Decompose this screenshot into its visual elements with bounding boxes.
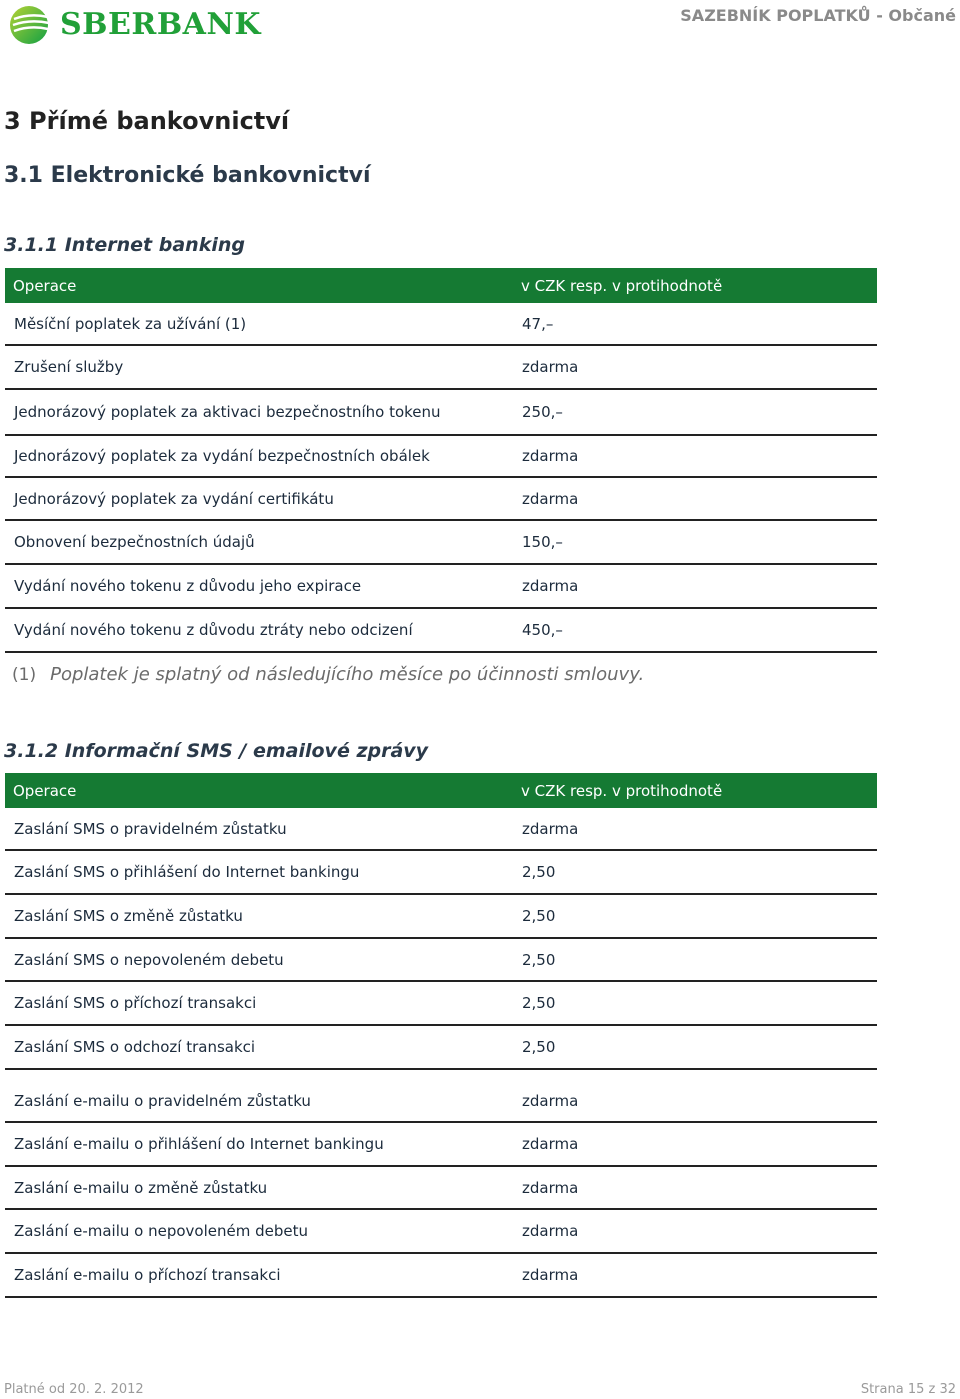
amount-cell: zdarma — [522, 447, 579, 465]
operation-cell: Zrušení služby — [14, 358, 124, 376]
table-row — [5, 851, 877, 895]
amount-cell: 2,50 — [522, 1038, 556, 1056]
table-row — [5, 1070, 877, 1123]
operation-cell: Zaslání e-mailu o pravidelném zůstatku — [14, 1091, 311, 1110]
section-heading: 3 Přímé bankovnictví — [4, 107, 290, 135]
internet-banking-fee-table — [5, 268, 877, 653]
brand-name: SBERBANK — [60, 6, 261, 42]
operation-cell: Jednorázový poplatek za vydání certifikátu — [14, 489, 334, 508]
table-row — [5, 346, 877, 390]
table-row — [5, 1210, 877, 1254]
operation-cell: Měsíční poplatek za užívání (1) — [14, 314, 247, 333]
amount-cell: zdarma — [522, 1178, 579, 1197]
subsection-heading: 3.1 Elektronické bankovnictví — [4, 163, 371, 188]
table-row — [5, 390, 877, 434]
page-number: Strana 15 z 32 — [860, 1382, 956, 1397]
operation-cell: Zaslání SMS o pravidelném zůstatku — [14, 819, 287, 838]
table-row — [5, 1026, 877, 1070]
operation-cell: Zaslání SMS o příchozí transakci — [14, 994, 257, 1012]
internet-banking-heading: 3.1.1 Internet banking — [4, 234, 245, 256]
table-row — [5, 1167, 877, 1210]
table-row — [5, 895, 877, 939]
table-row — [5, 303, 877, 346]
brand-logo — [8, 3, 261, 45]
table-row — [5, 939, 877, 982]
operation-cell: Vydání nového tokenu z důvodu jeho expirace — [14, 577, 362, 595]
footnote — [12, 664, 644, 685]
operation-cell: Zaslání e-mailu o příchozí transakci — [14, 1266, 281, 1284]
footnote-text: Poplatek je splatný od následujícího měsíce po účinnosti smlouvy. — [50, 664, 645, 685]
amount-cell: 47,– — [522, 314, 554, 333]
amount-cell: 250,– — [522, 403, 563, 421]
document-title: SAZEBNÍK POPLATKŮ - Občané — [680, 6, 956, 25]
operation-cell: Zaslání e-mailu o přihlášení do Internet bankingu — [14, 1135, 384, 1153]
operation-cell: Zaslání SMS o změně zůstatku — [14, 907, 243, 925]
validity-date: Platné od 20. 2. 2012 — [4, 1382, 144, 1397]
table-row — [5, 982, 877, 1026]
column-header-amount: v CZK resp. v protihodnotě — [521, 781, 723, 800]
amount-cell: zdarma — [522, 1091, 579, 1110]
operation-cell: Jednorázový poplatek za aktivaci bezpečnostního tokenu — [14, 403, 441, 421]
table-row — [5, 808, 877, 851]
table-row — [5, 1254, 877, 1298]
table-row — [5, 1123, 877, 1167]
column-header-operation: Operace — [13, 781, 77, 800]
operation-cell: Obnovení bezpečnostních údajů — [14, 533, 255, 551]
amount-cell: zdarma — [522, 1266, 579, 1284]
table-header — [5, 773, 877, 808]
table-row — [5, 478, 877, 521]
amount-cell: zdarma — [522, 577, 579, 595]
amount-cell: 2,50 — [522, 907, 556, 925]
amount-cell: zdarma — [522, 819, 579, 838]
amount-cell: zdarma — [522, 1135, 579, 1153]
table-row — [5, 565, 877, 609]
table-row — [5, 434, 877, 478]
sms-email-fee-table — [5, 773, 877, 1298]
table-row — [5, 521, 877, 565]
amount-cell: zdarma — [522, 489, 579, 508]
column-header-operation: Operace — [13, 276, 77, 295]
operation-cell: Zaslání e-mailu o změně zůstatku — [14, 1178, 268, 1197]
amount-cell: 2,50 — [522, 950, 556, 969]
footnote-marker: (1) — [12, 665, 37, 685]
operation-cell: Zaslání SMS o nepovoleném debetu — [14, 950, 284, 969]
operation-cell: Zaslání SMS o přihlášení do Internet bankingu — [14, 863, 360, 881]
column-header-amount: v CZK resp. v protihodnotě — [521, 276, 723, 295]
operation-cell: Jednorázový poplatek za vydání bezpečnostních obálek — [14, 447, 430, 465]
table-row — [5, 609, 877, 653]
table-header — [5, 268, 877, 303]
amount-cell: zdarma — [522, 358, 579, 376]
amount-cell: zdarma — [522, 1222, 579, 1240]
amount-cell: 2,50 — [522, 863, 556, 881]
amount-cell: 450,– — [522, 621, 563, 639]
sberbank-logo-icon — [8, 3, 52, 45]
amount-cell: 2,50 — [522, 994, 556, 1012]
sms-email-heading: 3.1.2 Informační SMS / emailové zprávy — [4, 740, 429, 762]
amount-cell: 150,– — [522, 533, 563, 551]
operation-cell: Zaslání SMS o odchozí transakci — [14, 1038, 256, 1056]
operation-cell: Vydání nového tokenu z důvodu ztráty nebo odcizení — [14, 621, 413, 639]
operation-cell: Zaslání e-mailu o nepovoleném debetu — [14, 1222, 308, 1240]
